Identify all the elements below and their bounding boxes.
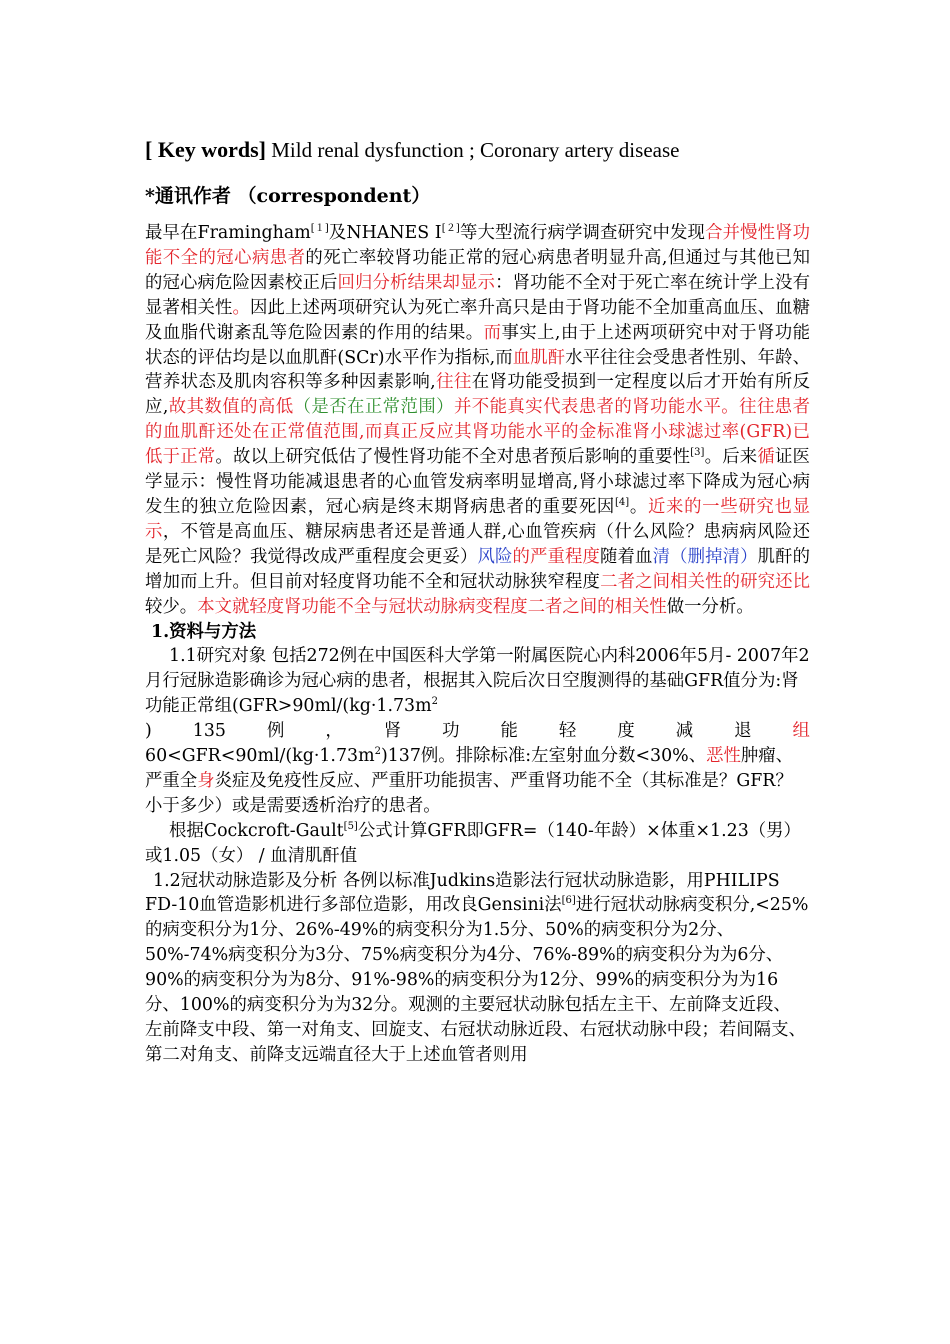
text-run: 清（删掉清） xyxy=(652,546,758,567)
text-run: ，不管是高血压、糖尿病患者还是普通人群,心血管疾病（什么风险？患病病风险还是死亡风险？我觉得改成严重程度会更妥） xyxy=(145,521,810,567)
spaced-char: 轻 xyxy=(558,721,577,742)
text-run: 因此上述两项研究认为死亡率升高只是由于肾功能不全加重高血压、血糖及血脂代谢紊乱等危险因素的作用的结果。 xyxy=(145,297,810,343)
spaced-char: 135 xyxy=(192,721,226,742)
spaced-char: 组 xyxy=(792,721,810,742)
text-run: 故其数值的高低 xyxy=(168,397,294,418)
section-methods xyxy=(145,620,810,1068)
text-run: 。 xyxy=(232,297,251,318)
text-run: 证医学显示：慢性肾功能减退患者的心血管发病率明显增高,肾小球滤过率下降成为冠心病发生的独立危险因素，冠心病是终末期肾病患者的重要死因 xyxy=(145,447,810,517)
text-run: 水平往往会受患者性别、年龄、营养状态及肌肉容积等多种因素影响, xyxy=(145,347,810,393)
text-run: 做一分析。 xyxy=(666,596,754,617)
text-run: 事实上,由于上述两项研究中对于肾功能状态的评估均是以血肌酐(SCr)水平作为指标,而 xyxy=(145,322,810,368)
text-run: 近来的一些研究也显示 xyxy=(145,496,810,542)
text-run: 本文就轻度肾功能不全与冠状动脉病变程度二者之间的相关性 xyxy=(197,596,667,617)
spaced-char: 功 xyxy=(442,721,460,742)
text-run: 血肌酐 xyxy=(512,347,566,368)
text-run: 风险 xyxy=(477,546,513,567)
text-run: 等大型流行病学调查研究中发现 xyxy=(459,223,706,243)
document-page xyxy=(145,135,810,1068)
spaced-char: 例 xyxy=(266,721,285,742)
spaced-char: 能 xyxy=(500,721,518,742)
text-run: 合并慢性肾功能不全的冠心病患者 xyxy=(145,223,810,268)
citation-ref: [3] xyxy=(690,447,705,459)
text-run: 。故以上研究 xyxy=(215,447,321,468)
text-run: 二者之间相关性的研究还比 xyxy=(600,571,810,592)
spaced-char: 减 xyxy=(675,721,694,742)
keywords-text: Mild renal dysfunction ; Coronary artery disease xyxy=(265,138,680,162)
text-run: 随着血 xyxy=(600,546,653,567)
paragraph-subjects-cont: $60<GFR<90ml/(kg\cdot 1.73m^2)137$例。排除标准:左室射血分数<30%、恶性肿瘤、严重全身炎症及免疫性反应、严重肝功能损害、严重肾功能不全（其标准是？GFR？小于多少）或是需要透析治疗的患者。 xyxy=(145,746,794,816)
text-run: 而 xyxy=(483,322,502,343)
text-run: 往往 xyxy=(435,372,472,393)
paragraph-subjects-spaced-line xyxy=(145,719,810,744)
text-run: 循 xyxy=(757,447,775,468)
text-run: 并不能真实代表患者的肾功能水平。往往患者的血肌酐还处在正常值范围,而真正反应其肾功能水平的金标准肾小球滤过率(GFR)已低于正常 xyxy=(145,397,810,468)
text-run: 。后来 xyxy=(704,447,758,468)
text-run: 的严重程度 xyxy=(512,546,601,567)
text-run: 。 xyxy=(629,496,648,517)
paragraph-formula: 根据Cockcroft-Gault[5]公式计算GFR即GFR=（140-年龄）×体重×1.23（男）或1.05（女） / 血清肌酐值 xyxy=(145,820,801,866)
keywords-line xyxy=(145,135,810,165)
paragraph-subjects: 1.1研究对象 包括272例在中国医科大学第一附属医院心内科2006年5月- 2007年2月行冠脉造影确诊为冠心病的患者，根据其入院后次日空腹测得的基础GFR值分为:肾功能正常组($GFR>90ml/(kg\cdot 1.73m^2$ xyxy=(145,646,810,717)
spaced-char: ， xyxy=(325,721,343,742)
keywords-label: [ Key words] xyxy=(145,137,266,162)
intro-paragraph xyxy=(145,221,810,620)
text-run: ：肾功能不全对于死亡率在统计学上没有显著相关性 xyxy=(145,272,810,318)
text-run: 在肾功能受损到一定程度以后才开始有所反应, xyxy=(145,372,810,418)
citation-ref: [２] xyxy=(441,223,460,234)
text-run: （是否在正常范围） xyxy=(293,397,454,418)
citation-ref: [4] xyxy=(615,496,630,508)
text-run: 及NHANES Ⅰ xyxy=(328,223,442,243)
text-run: 低估了慢性肾功能不全对患者预后影响的重要性 xyxy=(320,447,691,468)
spaced-char: 度 xyxy=(617,721,635,742)
text-run: 肌酐的增加而上升。但目前对轻度肾功能不全和冠状动脉狭窄程度 xyxy=(145,546,810,592)
text-run: 回归分析结果却显示 xyxy=(337,272,496,293)
citation-ref: [１] xyxy=(310,223,329,234)
text-run: 较少。 xyxy=(145,596,198,617)
text-run: 的死亡率较肾功能正常的冠心病患者明显升高,但通过与其他已知的冠心病危险因素校正后 xyxy=(145,247,810,293)
spaced-char: 退 xyxy=(734,721,752,742)
text-run: 最早在Framingham xyxy=(145,223,311,243)
spaced-char: ) xyxy=(145,721,152,742)
paragraph-angiography: 1.2冠状动脉造影及分析 各例以标准Judkins造影法行冠状动脉造影，用PHILIPS FD-10血管造影机进行多部位造影，用改良Gensini法[6]进行冠状动脉病变积分,<25%的病变积分为1分、26%-49%的病变积分为1.5分、50%的病变积分为2分、50%-74%病变积分为3分、75%病变积分为4分、76%-89%的病变积分为为6分、90%的病变积分为为8分、91%-98%的病变积分为12分、99%的病变积分为为16分、100%的病变积分为为32分。观测的主要冠状动脉包括左主干、左前降支近段、 左前降支中段、第一对角支、回旋支、右冠状动脉近段、右冠状动脉中段；若间隔支、第二对角支、前降支远端直径大于上述血管者则用 xyxy=(145,870,809,1065)
spaced-char: 肾 xyxy=(383,721,402,742)
section-heading: 1.资料与方法 xyxy=(151,621,257,642)
correspondent-note: *通讯作者 （correspondent） xyxy=(145,185,431,207)
